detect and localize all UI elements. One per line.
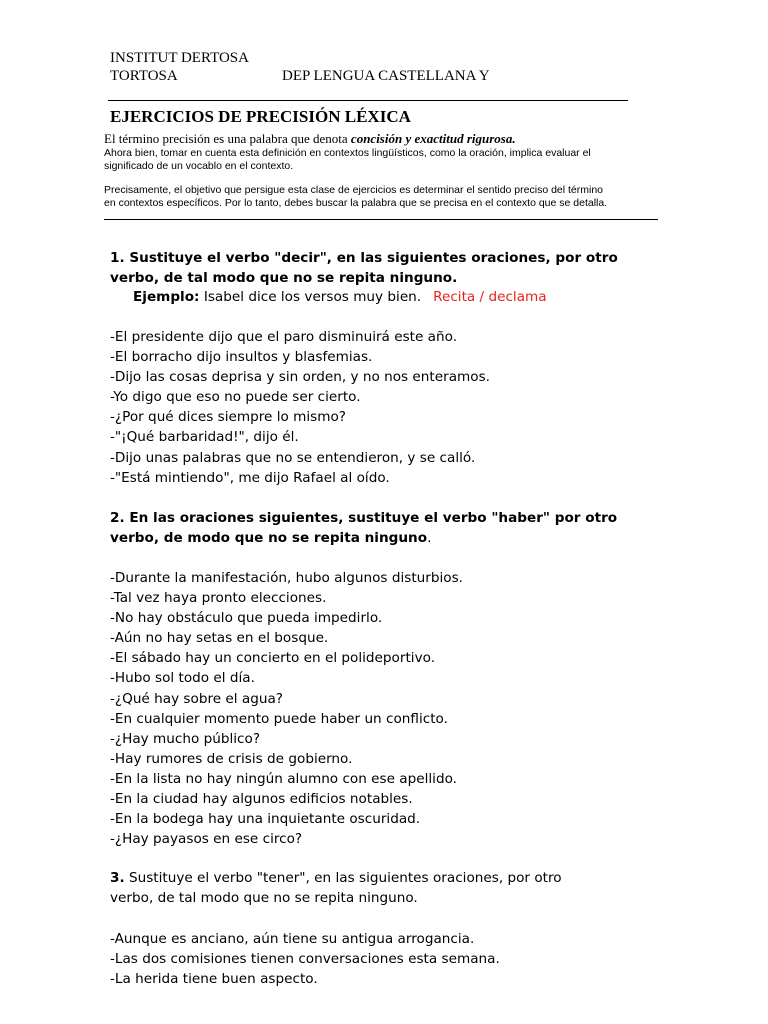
example-label: Ejemplo: — [133, 289, 200, 305]
intro-definition — [104, 131, 516, 147]
exercise-3-sentence-list — [110, 929, 500, 989]
exercise-1-sentence-list — [110, 327, 490, 488]
page-title: EJERCICIOS DE PRECISIÓN LÉXICA — [110, 107, 411, 126]
list-item: -Aunque es anciano, aún tiene su antigua arrogancia. — [110, 931, 475, 947]
list-item: -"¡Qué barbaridad!", dijo él. — [110, 429, 299, 446]
department-name: DEP LENGUA CASTELLANA Y — [282, 68, 490, 84]
list-item: -En cualquier momento puede haber un conflicto. — [110, 710, 448, 727]
list-item: -"Está mintiendo", me dijo Rafael al oído. — [110, 469, 390, 486]
list-item: -Hay rumores de crisis de gobierno. — [110, 750, 353, 767]
intro-paragraph-2-line-1: Ahora bien, tomar en cuenta esta definición en contextos lingüísticos, como la oración, implica evaluar el — [104, 147, 591, 159]
list-item: -Aún no hay setas en el bosque. — [110, 630, 329, 647]
exercise-2-instruction-line-1: 2. En las oraciones siguientes, sustituye el verbo "haber" por otro — [110, 510, 618, 526]
exercise-2-instruction-line-2 — [110, 528, 431, 548]
list-item: -La herida tiene buen aspecto. — [110, 971, 318, 988]
list-item: -En la lista no hay ningún alumno con ese apellido. — [110, 770, 457, 787]
intro-paragraph-3-line-1: Precisamente, el objetivo que persigue esta clase de ejercicios es determinar el sentido preciso del término — [104, 184, 604, 196]
intro-divider — [104, 219, 658, 220]
exercise-2-instruction-period: . — [427, 530, 432, 546]
exercise-2-sentence-list — [110, 568, 463, 849]
example-answer: Recita / declama — [433, 289, 547, 305]
list-item: -¿Por qué dices siempre lo mismo? — [110, 409, 346, 426]
exercise-3-number: 3. — [110, 870, 125, 886]
institute-name: INSTITUT DERTOSA — [110, 50, 249, 66]
intro-definition-emphasis: concisión y exactitud rigurosa. — [350, 131, 516, 146]
list-item: -No hay obstáculo que pueda impedirlo. — [110, 610, 383, 627]
intro-definition-text: El término precisión es una palabra que denota — [104, 131, 351, 146]
example-sentence: Isabel dice los versos muy bien. — [199, 289, 422, 305]
city-name: TORTOSA — [110, 68, 178, 84]
list-item: -Dijo unas palabras que no se entendieron, y se calló. — [110, 449, 476, 466]
exercise-3-instruction-line-1 — [110, 868, 562, 888]
list-item: -Yo digo que eso no puede ser cierto. — [110, 389, 361, 406]
intro-paragraph-3-line-2: en contextos específicos. Por lo tanto, debes buscar la palabra que se precisa en el contexto que se detalla. — [104, 197, 608, 209]
list-item: -Hubo sol todo el día. — [110, 670, 255, 687]
list-item: -El borracho dijo insultos y blasfemias. — [110, 349, 373, 366]
list-item: -¿Hay payasos en ese circo? — [110, 831, 303, 848]
header-divider — [108, 100, 628, 101]
exercise-1-instruction-line-2: verbo, de tal modo que no se repita ninguno. — [110, 270, 458, 286]
list-item: -¿Qué hay sobre el agua? — [110, 690, 284, 707]
intro-paragraph-2-line-2: significado de un vocablo en el contexto. — [104, 160, 294, 172]
list-item: -El presidente dijo que el paro disminuirá este año. — [110, 329, 458, 345]
exercise-3-instruction-text: Sustituye el verbo "tener", en las siguientes oraciones, por otro — [124, 870, 562, 886]
list-item: -El sábado hay un concierto en el polideportivo. — [110, 650, 436, 667]
list-item: -En la ciudad hay algunos edificios notables. — [110, 791, 413, 808]
exercise-1-example — [133, 287, 547, 307]
exercise-1-instruction-line-1: 1. Sustituye el verbo "decir", en las siguientes oraciones, por otro — [110, 250, 618, 266]
list-item: -¿Hay mucho público? — [110, 730, 261, 747]
exercise-3-instruction-line-2: verbo, de tal modo que no se repita ninguno. — [110, 890, 418, 906]
list-item: -Durante la manifestación, hubo algunos disturbios. — [110, 570, 463, 586]
list-item: -En la bodega hay una inquietante oscuridad. — [110, 811, 421, 828]
list-item: -Las dos comisiones tienen conversaciones esta semana. — [110, 951, 500, 968]
exercise-2-instruction-text: verbo, de modo que no se repita ninguno — [110, 530, 428, 546]
list-item: -Dijo las cosas deprisa y sin orden, y no nos enteramos. — [110, 369, 490, 386]
list-item: -Tal vez haya pronto elecciones. — [110, 590, 327, 607]
